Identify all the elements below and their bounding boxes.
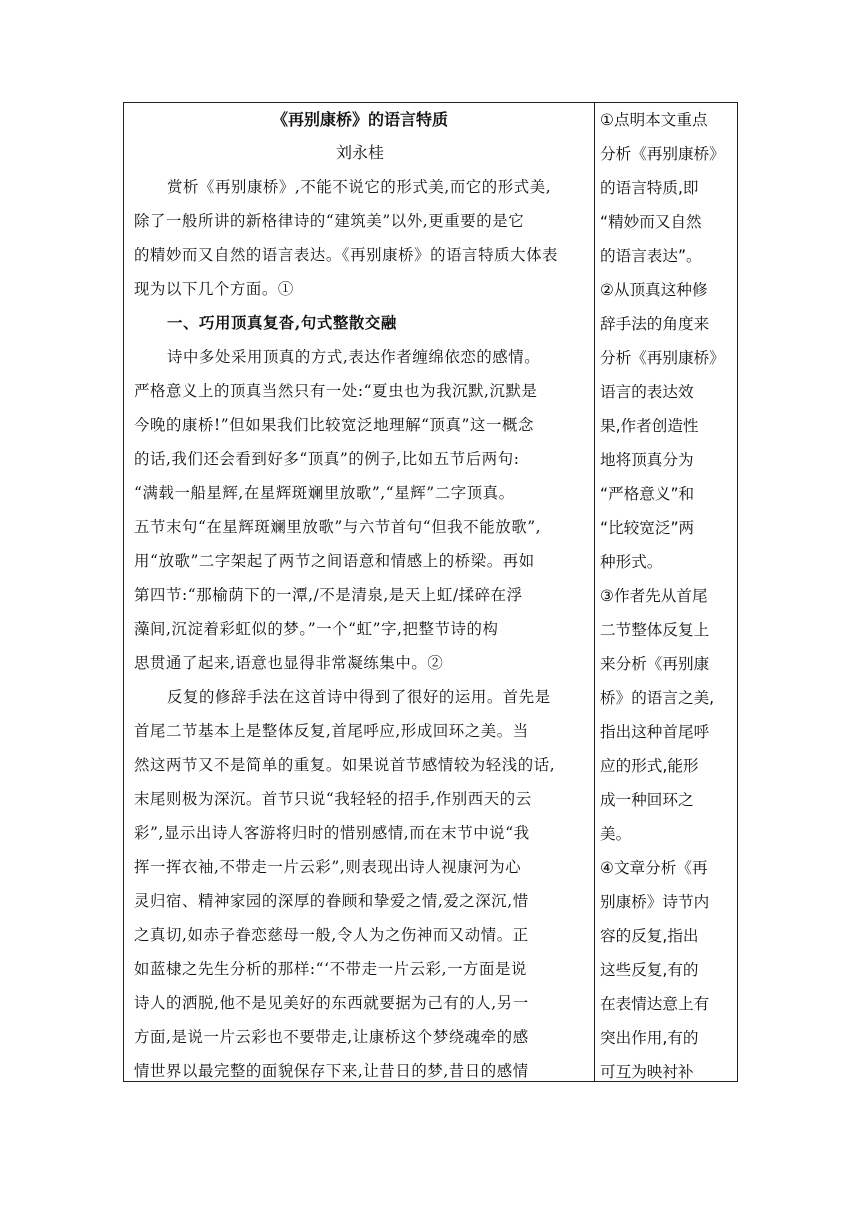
- essay-line: 首尾二节基本上是整体反复,首尾呼应,形成回环之美。当: [134, 722, 529, 740]
- annotation-line: 果,作者创造性: [600, 417, 699, 435]
- essay-line: 思贯通了起来,语意也显得非常凝练集中。②: [134, 654, 444, 672]
- essay-line: 之真切,如赤子眷恋慈母一般,令人为之伤神而又动情。正: [134, 926, 529, 944]
- section-heading: 一、巧用顶真复沓,句式整散交融: [167, 314, 397, 332]
- essay-line: 藻间,沉淀着彩虹似的梦。”一个“虹”字,把整节诗的构: [134, 620, 499, 638]
- essay-line: 的精妙而又自然的语言表达。《再别康桥》的语言特质大体表: [134, 246, 559, 264]
- essay-title: 《再别康桥》的语言特质: [271, 110, 448, 129]
- annotation-line: 的语言表达”。: [600, 247, 702, 265]
- essay-line: 现为以下几个方面。①: [134, 280, 294, 298]
- essay-line: 五节末句“在星辉斑斓里放歌”与六节首句“但我不能放歌”,: [134, 518, 542, 536]
- annotation-line: ②从顶真这种修: [600, 281, 708, 299]
- annotation-line: ④文章分析《再: [600, 859, 708, 877]
- annotation-line: ③作者先从首尾: [600, 587, 708, 605]
- essay-line: 赏析《再别康桥》,不能不说它的形式美,而它的形式美,: [167, 178, 552, 196]
- essay-line: 诗中多处采用顶真的方式,表达作者缠绵依恋的感情。: [167, 348, 541, 366]
- essay-body: [124, 103, 594, 1088]
- annotation-line: 辞手法的角度来: [600, 315, 710, 333]
- essay-line: 的话,我们还会看到好多“顶真”的例子,比如五节后两句:: [134, 450, 520, 468]
- essay-line: 严格意义上的顶真当然只有一处:“夏虫也为我沉默,沉默是: [134, 382, 538, 400]
- essay-line: 情世界以最完整的面貌保存下来,让昔日的梦,昔日的感情: [134, 1062, 529, 1080]
- annotation-line: 种形式。: [600, 553, 663, 571]
- annotation-line: 分析《再别康桥》: [600, 349, 725, 367]
- annotation-line: 语言的表达效: [600, 383, 694, 401]
- essay-line: 今晚的康桥!”但如果我们比较宽泛地理解“顶真”这一概念: [134, 416, 534, 434]
- annotation-line: 成一种回环之: [600, 791, 694, 809]
- annotation-line: 在表情达意上有: [600, 995, 710, 1013]
- essay-line: 反复的修辞手法在这首诗中得到了很好的运用。首先是: [167, 688, 551, 706]
- annotation-line: 突出作用,有的: [600, 1029, 699, 1047]
- essay-line: 第四节:“那榆荫下的一潭,/不是清泉,是天上虹/揉碎在浮: [134, 586, 523, 604]
- annotation-line: 桥》的语言之美,: [600, 689, 715, 707]
- annotation-line: 这些反复,有的: [600, 961, 699, 979]
- annotation-line: “比较宽泛”两: [600, 519, 695, 537]
- essay-line: 末尾则极为深沉。首节只说“我轻轻的招手,作别西天的云: [134, 790, 532, 808]
- annotation-line: “精妙而又自然: [600, 213, 702, 231]
- annotation-line: 的语言特质,即: [600, 179, 699, 197]
- annotation-text: [595, 103, 737, 1089]
- annotated-essay-table: [123, 102, 738, 1082]
- essay-line: 诗人的洒脱,他不是见美好的东西就要据为己有的人,另一: [134, 994, 529, 1012]
- essay-line: 挥一挥衣袖,不带走一片云彩”,则表现出诗人视康河为心: [134, 858, 522, 876]
- annotation-line: 别康桥》诗节内: [600, 893, 710, 911]
- essay-line: 用“放歌”二字架起了两节之间语意和情感上的桥梁。再如: [134, 552, 535, 570]
- essay-column: [124, 103, 595, 1081]
- annotation-line: 分析《再别康桥》: [600, 145, 725, 163]
- essay-line: “满载一船星辉,在星辉斑斓里放歌”,“星辉”二字顶真。: [134, 484, 515, 502]
- annotation-line: “严格意义”和: [600, 485, 695, 503]
- annotation-line: 容的反复,指出: [600, 927, 699, 945]
- annotation-line: ①点明本文重点: [600, 111, 708, 129]
- annotation-line: 地将顶真分为: [600, 451, 694, 469]
- annotation-line: 应的形式,能形: [600, 757, 699, 775]
- annotation-column: [595, 103, 737, 1081]
- annotation-line: 二节整体反复上: [600, 621, 710, 639]
- essay-line: 彩”,显示出诗人客游将归时的惜别感情,而在末节中说“我: [134, 824, 530, 842]
- annotation-line: 美。: [600, 825, 632, 843]
- essay-text: [134, 170, 586, 1088]
- annotation-line: 可互为映衬补: [600, 1063, 694, 1081]
- essay-author: 刘永桂: [335, 143, 384, 162]
- essay-line: 方面,是说一片云彩也不要带走,让康桥这个梦绕魂牵的感: [134, 1028, 529, 1046]
- essay-line: 然这两节又不是简单的重复。如果说首节感情较为轻浅的话,: [134, 756, 556, 774]
- essay-line: 除了一般所讲的新格律诗的“建筑美”以外,更重要的是它: [134, 212, 525, 230]
- annotation-line: 指出这种首尾呼: [600, 723, 710, 741]
- essay-line: 如蓝棣之先生分析的那样:“‘不带走一片云彩,一方面是说: [134, 960, 528, 978]
- annotation-line: 来分析《再别康: [600, 655, 710, 673]
- essay-line: 灵归宿、精神家园的深厚的眷顾和挚爱之情,爱之深沉,惜: [134, 892, 529, 910]
